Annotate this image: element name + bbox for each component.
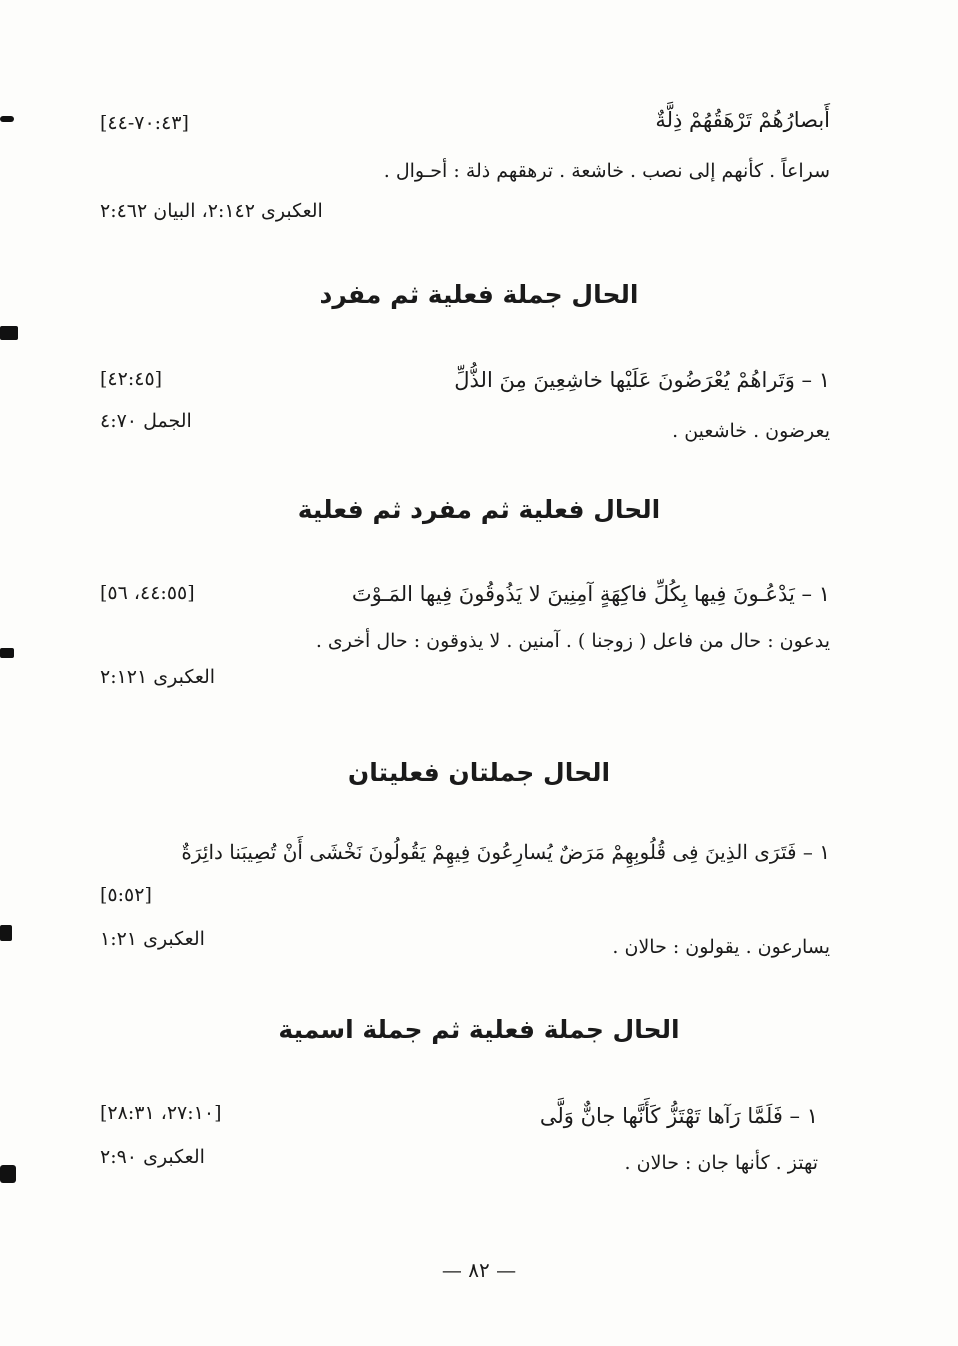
section-heading: الحال فعلية ثم مفرد ثم فعلية bbox=[297, 495, 661, 524]
grammar-note: يعرضون . خاشعين . bbox=[672, 420, 830, 442]
verse-reference: [٤٢:٤٥] bbox=[100, 368, 163, 390]
verse-text: ١ – وَتَراهُمْ يُعْرَضُونَ عَلَيْها خاشِعِينَ مِنَ الذُّلِّ bbox=[454, 368, 830, 392]
margin-mark bbox=[0, 326, 18, 340]
source-citation: الجمل ٤:٧٠ bbox=[100, 410, 192, 432]
source-citation: العكبرى ٢:١٤٢، البيان ٢:٤٦٢ bbox=[100, 200, 323, 222]
margin-mark bbox=[0, 1165, 16, 1183]
verse-reference: [٥:٥٢] bbox=[100, 884, 152, 906]
source-citation: العكبرى ١:٢١ bbox=[100, 928, 205, 950]
verse-reference: [٧٠:٤٣-٤٤] bbox=[100, 112, 189, 134]
section-heading: الحال جملة فعلية ثم مفرد bbox=[319, 280, 639, 309]
grammar-note: سراعاً . كأنهم إلى نصب . خاشعة . ترهقهم ذلة : أحـوال . bbox=[383, 160, 830, 182]
verse-reference: [٤٤:٥٥، ٥٦] bbox=[100, 582, 195, 604]
verse-text: ١ – فَتَرَى الذِينَ فِى قُلُوبِهِمْ مَرَضٌ يُسارِعُونَ فِيهِمْ يَقُولُونَ نَخْشَى أَنْ تُصِيبَنا دائِرَةٌ bbox=[181, 840, 830, 864]
verse-text: أَبصارُهُمْ تَرْهَقُهُمْ ذِلَّةٌ bbox=[655, 108, 830, 132]
page-number: — ٨٢ — bbox=[441, 1258, 517, 1282]
verse-text: ١ – فَلَمَّا رَآها تَهْتَزُّ كَأَنَّها جانٌّ وَلَّى bbox=[539, 1104, 818, 1128]
source-citation: العكبرى ٢:٩٠ bbox=[100, 1146, 205, 1168]
verse-text: ١ – يَدْعُـونَ فِيها بِكُلِّ فاكِهَةٍ آمِنِينَ لا يَذُوقُونَ فِيها المَـوْتَ bbox=[351, 582, 830, 606]
section-heading: الحال جملة فعلية ثم جملة اسمية bbox=[278, 1015, 680, 1044]
margin-mark bbox=[0, 648, 14, 658]
verse-reference: [٢٧:١٠، ٢٨:٣١] bbox=[100, 1102, 222, 1124]
grammar-note: يسارعون . يقولون : حالان . bbox=[612, 936, 830, 958]
source-citation: العكبرى ٢:١٢١ bbox=[100, 666, 216, 688]
grammar-note: يدعون : حال من فاعل ( زوجنا ) . آمنين . لا يذوقون : حال أخرى . bbox=[315, 630, 830, 652]
grammar-note: تهتز . كأنها جان : حالان . bbox=[624, 1152, 818, 1174]
margin-mark bbox=[0, 116, 14, 122]
section-heading: الحال جملتان فعليتان bbox=[347, 758, 611, 787]
margin-mark bbox=[0, 925, 12, 941]
